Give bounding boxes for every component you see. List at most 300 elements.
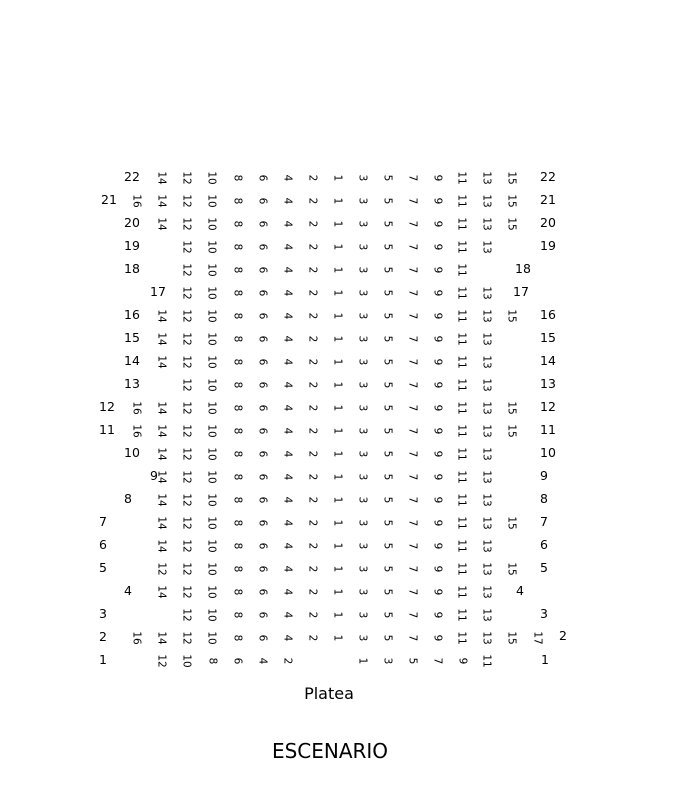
seat-13-2[interactable] (301, 376, 323, 394)
seat-9-3[interactable] (351, 468, 373, 486)
seat-20-3[interactable] (351, 215, 373, 233)
seat-18-2[interactable] (301, 261, 323, 279)
seat-16-15[interactable] (501, 307, 523, 325)
seat-5-4[interactable] (276, 560, 298, 578)
seat-9-8[interactable] (226, 468, 248, 486)
seat-11-11[interactable] (451, 422, 473, 440)
seat-5-10[interactable] (201, 560, 223, 578)
seat-16-7[interactable] (401, 307, 423, 325)
seat-11-14[interactable] (151, 422, 173, 440)
seat-20-14[interactable] (151, 215, 173, 233)
seat-22-1[interactable] (326, 169, 348, 187)
seat-22-9[interactable] (426, 169, 448, 187)
seat-21-16[interactable] (126, 192, 148, 210)
seat-5-2[interactable] (301, 560, 323, 578)
seat-6-3[interactable] (351, 537, 373, 555)
seat-2-1[interactable] (326, 629, 348, 647)
seat-16-14[interactable] (151, 307, 173, 325)
seat-21-13[interactable] (476, 192, 498, 210)
seat-14-12[interactable] (176, 353, 198, 371)
seat-21-5[interactable] (376, 192, 398, 210)
seat-12-12[interactable] (176, 399, 198, 417)
seat-9-11[interactable] (451, 468, 473, 486)
seat-11-8[interactable] (226, 422, 248, 440)
seat-1-1[interactable] (351, 652, 373, 670)
seat-1-3[interactable] (376, 652, 398, 670)
seat-5-15[interactable] (501, 560, 523, 578)
seat-17-13[interactable] (476, 284, 498, 302)
seat-7-15[interactable] (501, 514, 523, 532)
seat-10-1[interactable] (326, 445, 348, 463)
seat-12-9[interactable] (426, 399, 448, 417)
seat-7-11[interactable] (451, 514, 473, 532)
seat-11-9[interactable] (426, 422, 448, 440)
seat-7-5[interactable] (376, 514, 398, 532)
seat-3-10[interactable] (201, 606, 223, 624)
seat-10-7[interactable] (401, 445, 423, 463)
seat-19-9[interactable] (426, 238, 448, 256)
seat-8-4[interactable] (276, 491, 298, 509)
seat-10-3[interactable] (351, 445, 373, 463)
seat-13-3[interactable] (351, 376, 373, 394)
seat-5-8[interactable] (226, 560, 248, 578)
seat-10-4[interactable] (276, 445, 298, 463)
seat-9-13[interactable] (476, 468, 498, 486)
seat-18-6[interactable] (251, 261, 273, 279)
seat-7-9[interactable] (426, 514, 448, 532)
seat-15-14[interactable] (151, 330, 173, 348)
seat-3-11[interactable] (451, 606, 473, 624)
seat-22-15[interactable] (501, 169, 523, 187)
seat-4-2[interactable] (301, 583, 323, 601)
seat-18-12[interactable] (176, 261, 198, 279)
seat-20-7[interactable] (401, 215, 423, 233)
seat-17-6[interactable] (251, 284, 273, 302)
seat-16-2[interactable] (301, 307, 323, 325)
seat-9-6[interactable] (251, 468, 273, 486)
seat-7-1[interactable] (326, 514, 348, 532)
seat-3-5[interactable] (376, 606, 398, 624)
seat-18-8[interactable] (226, 261, 248, 279)
seat-7-3[interactable] (351, 514, 373, 532)
seat-2-10[interactable] (201, 629, 223, 647)
seat-12-7[interactable] (401, 399, 423, 417)
seat-7-8[interactable] (226, 514, 248, 532)
seat-19-6[interactable] (251, 238, 273, 256)
seat-16-6[interactable] (251, 307, 273, 325)
seat-20-12[interactable] (176, 215, 198, 233)
seat-20-9[interactable] (426, 215, 448, 233)
seat-6-4[interactable] (276, 537, 298, 555)
seat-15-13[interactable] (476, 330, 498, 348)
seat-13-11[interactable] (451, 376, 473, 394)
seat-18-7[interactable] (401, 261, 423, 279)
seat-8-3[interactable] (351, 491, 373, 509)
seat-13-4[interactable] (276, 376, 298, 394)
seat-1-8[interactable] (201, 652, 223, 670)
seat-2-6[interactable] (251, 629, 273, 647)
seat-21-1[interactable] (326, 192, 348, 210)
seat-3-13[interactable] (476, 606, 498, 624)
seat-6-12[interactable] (176, 537, 198, 555)
seat-10-6[interactable] (251, 445, 273, 463)
seat-15-11[interactable] (451, 330, 473, 348)
seat-20-2[interactable] (301, 215, 323, 233)
seat-4-4[interactable] (276, 583, 298, 601)
seat-8-12[interactable] (176, 491, 198, 509)
seat-11-5[interactable] (376, 422, 398, 440)
seat-21-14[interactable] (151, 192, 173, 210)
seat-10-11[interactable] (451, 445, 473, 463)
seat-2-16[interactable] (126, 629, 148, 647)
seat-8-13[interactable] (476, 491, 498, 509)
seat-12-11[interactable] (451, 399, 473, 417)
seat-14-13[interactable] (476, 353, 498, 371)
seat-8-14[interactable] (151, 491, 173, 509)
seat-3-8[interactable] (226, 606, 248, 624)
seat-17-8[interactable] (226, 284, 248, 302)
seat-10-13[interactable] (476, 445, 498, 463)
seat-4-1[interactable] (326, 583, 348, 601)
seat-20-6[interactable] (251, 215, 273, 233)
seat-20-5[interactable] (376, 215, 398, 233)
seat-16-8[interactable] (226, 307, 248, 325)
seat-6-10[interactable] (201, 537, 223, 555)
seat-16-5[interactable] (376, 307, 398, 325)
seat-18-4[interactable] (276, 261, 298, 279)
seat-19-1[interactable] (326, 238, 348, 256)
seat-3-9[interactable] (426, 606, 448, 624)
seat-21-12[interactable] (176, 192, 198, 210)
seat-10-12[interactable] (176, 445, 198, 463)
seat-11-15[interactable] (501, 422, 523, 440)
seat-18-9[interactable] (426, 261, 448, 279)
seat-8-1[interactable] (326, 491, 348, 509)
seat-21-3[interactable] (351, 192, 373, 210)
seat-2-9[interactable] (426, 629, 448, 647)
seat-5-13[interactable] (476, 560, 498, 578)
seat-5-7[interactable] (401, 560, 423, 578)
seat-2-11[interactable] (451, 629, 473, 647)
seat-10-5[interactable] (376, 445, 398, 463)
seat-22-12[interactable] (176, 169, 198, 187)
seat-8-5[interactable] (376, 491, 398, 509)
seat-2-17[interactable] (527, 629, 549, 647)
seat-14-1[interactable] (326, 353, 348, 371)
seat-19-3[interactable] (351, 238, 373, 256)
seat-22-5[interactable] (376, 169, 398, 187)
seat-9-1[interactable] (326, 468, 348, 486)
seat-10-14[interactable] (151, 445, 173, 463)
seat-6-14[interactable] (151, 537, 173, 555)
seat-5-11[interactable] (451, 560, 473, 578)
seat-11-12[interactable] (176, 422, 198, 440)
seat-2-15[interactable] (501, 629, 523, 647)
seat-13-7[interactable] (401, 376, 423, 394)
seat-7-14[interactable] (151, 514, 173, 532)
seat-3-2[interactable] (301, 606, 323, 624)
seat-14-10[interactable] (201, 353, 223, 371)
seat-6-1[interactable] (326, 537, 348, 555)
seat-4-13[interactable] (476, 583, 498, 601)
seat-20-8[interactable] (226, 215, 248, 233)
seat-17-3[interactable] (351, 284, 373, 302)
seat-2-3[interactable] (351, 629, 373, 647)
seat-6-7[interactable] (401, 537, 423, 555)
seat-18-1[interactable] (326, 261, 348, 279)
seat-1-5[interactable] (401, 652, 423, 670)
seat-22-2[interactable] (301, 169, 323, 187)
seat-4-9[interactable] (426, 583, 448, 601)
seat-5-5[interactable] (376, 560, 398, 578)
seat-9-2[interactable] (301, 468, 323, 486)
seat-21-10[interactable] (201, 192, 223, 210)
seat-17-9[interactable] (426, 284, 448, 302)
seat-17-12[interactable] (176, 284, 198, 302)
seat-7-12[interactable] (176, 514, 198, 532)
seat-14-6[interactable] (251, 353, 273, 371)
seat-11-16[interactable] (126, 422, 148, 440)
seat-4-8[interactable] (226, 583, 248, 601)
seat-1-11[interactable] (476, 652, 498, 670)
seat-7-4[interactable] (276, 514, 298, 532)
seat-22-3[interactable] (351, 169, 373, 187)
seat-15-12[interactable] (176, 330, 198, 348)
seat-14-7[interactable] (401, 353, 423, 371)
seat-7-7[interactable] (401, 514, 423, 532)
seat-18-5[interactable] (376, 261, 398, 279)
seat-10-2[interactable] (301, 445, 323, 463)
seat-1-10[interactable] (176, 652, 198, 670)
seat-4-11[interactable] (451, 583, 473, 601)
seat-6-13[interactable] (476, 537, 498, 555)
seat-22-8[interactable] (226, 169, 248, 187)
seat-13-9[interactable] (426, 376, 448, 394)
seat-13-5[interactable] (376, 376, 398, 394)
seat-18-10[interactable] (201, 261, 223, 279)
seat-19-8[interactable] (226, 238, 248, 256)
seat-7-13[interactable] (476, 514, 498, 532)
seat-16-1[interactable] (326, 307, 348, 325)
seat-14-11[interactable] (451, 353, 473, 371)
seat-15-7[interactable] (401, 330, 423, 348)
seat-3-3[interactable] (351, 606, 373, 624)
seat-15-6[interactable] (251, 330, 273, 348)
seat-5-3[interactable] (351, 560, 373, 578)
seat-4-6[interactable] (251, 583, 273, 601)
seat-11-3[interactable] (351, 422, 373, 440)
seat-2-14[interactable] (151, 629, 173, 647)
seat-4-14[interactable] (151, 583, 173, 601)
seat-14-3[interactable] (351, 353, 373, 371)
seat-16-13[interactable] (476, 307, 498, 325)
seat-16-3[interactable] (351, 307, 373, 325)
seat-6-5[interactable] (376, 537, 398, 555)
seat-17-11[interactable] (451, 284, 473, 302)
seat-15-9[interactable] (426, 330, 448, 348)
seat-8-7[interactable] (401, 491, 423, 509)
seat-1-9[interactable] (451, 652, 473, 670)
seat-11-10[interactable] (201, 422, 223, 440)
seat-5-9[interactable] (426, 560, 448, 578)
seat-5-1[interactable] (326, 560, 348, 578)
seat-9-14[interactable] (151, 468, 173, 486)
seat-15-1[interactable] (326, 330, 348, 348)
seat-3-12[interactable] (176, 606, 198, 624)
seat-20-4[interactable] (276, 215, 298, 233)
seat-14-9[interactable] (426, 353, 448, 371)
seat-12-8[interactable] (226, 399, 248, 417)
seat-13-10[interactable] (201, 376, 223, 394)
seat-6-9[interactable] (426, 537, 448, 555)
seat-3-4[interactable] (276, 606, 298, 624)
seat-19-13[interactable] (476, 238, 498, 256)
seat-2-5[interactable] (376, 629, 398, 647)
seat-9-5[interactable] (376, 468, 398, 486)
seat-20-13[interactable] (476, 215, 498, 233)
seat-8-10[interactable] (201, 491, 223, 509)
seat-2-8[interactable] (226, 629, 248, 647)
seat-14-4[interactable] (276, 353, 298, 371)
seat-14-14[interactable] (151, 353, 173, 371)
seat-2-7[interactable] (401, 629, 423, 647)
seat-6-6[interactable] (251, 537, 273, 555)
seat-7-6[interactable] (251, 514, 273, 532)
seat-4-10[interactable] (201, 583, 223, 601)
seat-21-15[interactable] (501, 192, 523, 210)
seat-16-9[interactable] (426, 307, 448, 325)
seat-8-11[interactable] (451, 491, 473, 509)
seat-12-1[interactable] (326, 399, 348, 417)
seat-12-4[interactable] (276, 399, 298, 417)
seat-20-11[interactable] (451, 215, 473, 233)
seat-8-2[interactable] (301, 491, 323, 509)
seat-22-10[interactable] (201, 169, 223, 187)
seat-12-15[interactable] (501, 399, 523, 417)
seat-13-1[interactable] (326, 376, 348, 394)
seat-8-6[interactable] (251, 491, 273, 509)
seat-15-5[interactable] (376, 330, 398, 348)
seat-8-9[interactable] (426, 491, 448, 509)
seat-11-2[interactable] (301, 422, 323, 440)
seat-4-7[interactable] (401, 583, 423, 601)
seat-4-12[interactable] (176, 583, 198, 601)
seat-10-10[interactable] (201, 445, 223, 463)
seat-19-10[interactable] (201, 238, 223, 256)
seat-3-1[interactable] (326, 606, 348, 624)
seat-5-6[interactable] (251, 560, 273, 578)
seat-20-15[interactable] (501, 215, 523, 233)
seat-14-2[interactable] (301, 353, 323, 371)
seat-19-11[interactable] (451, 238, 473, 256)
seat-21-11[interactable] (451, 192, 473, 210)
seat-12-14[interactable] (151, 399, 173, 417)
seat-9-10[interactable] (201, 468, 223, 486)
seat-4-5[interactable] (376, 583, 398, 601)
seat-21-9[interactable] (426, 192, 448, 210)
seat-12-5[interactable] (376, 399, 398, 417)
seat-20-1[interactable] (326, 215, 348, 233)
seat-15-3[interactable] (351, 330, 373, 348)
seat-13-8[interactable] (226, 376, 248, 394)
seat-9-9[interactable] (426, 468, 448, 486)
seat-21-8[interactable] (226, 192, 248, 210)
seat-16-12[interactable] (176, 307, 198, 325)
seat-15-2[interactable] (301, 330, 323, 348)
seat-9-7[interactable] (401, 468, 423, 486)
seat-21-4[interactable] (276, 192, 298, 210)
seat-14-5[interactable] (376, 353, 398, 371)
seat-17-2[interactable] (301, 284, 323, 302)
seat-10-9[interactable] (426, 445, 448, 463)
seat-3-7[interactable] (401, 606, 423, 624)
seat-21-2[interactable] (301, 192, 323, 210)
seat-13-12[interactable] (176, 376, 198, 394)
seat-5-12[interactable] (176, 560, 198, 578)
seat-21-7[interactable] (401, 192, 423, 210)
seat-12-10[interactable] (201, 399, 223, 417)
seat-17-4[interactable] (276, 284, 298, 302)
seat-19-12[interactable] (176, 238, 198, 256)
seat-11-6[interactable] (251, 422, 273, 440)
seat-9-12[interactable] (176, 468, 198, 486)
seat-15-10[interactable] (201, 330, 223, 348)
seat-2-2[interactable] (301, 629, 323, 647)
seat-22-6[interactable] (251, 169, 273, 187)
seat-17-5[interactable] (376, 284, 398, 302)
seat-1-4[interactable] (251, 652, 273, 670)
seat-13-6[interactable] (251, 376, 273, 394)
seat-18-11[interactable] (451, 261, 473, 279)
seat-16-11[interactable] (451, 307, 473, 325)
seat-11-13[interactable] (476, 422, 498, 440)
seat-7-10[interactable] (201, 514, 223, 532)
seat-6-11[interactable] (451, 537, 473, 555)
seat-16-10[interactable] (201, 307, 223, 325)
seat-11-4[interactable] (276, 422, 298, 440)
seat-4-3[interactable] (351, 583, 373, 601)
seat-6-2[interactable] (301, 537, 323, 555)
seat-22-4[interactable] (276, 169, 298, 187)
seat-19-2[interactable] (301, 238, 323, 256)
seat-19-7[interactable] (401, 238, 423, 256)
seat-22-11[interactable] (451, 169, 473, 187)
seat-18-3[interactable] (351, 261, 373, 279)
seat-22-7[interactable] (401, 169, 423, 187)
seat-2-13[interactable] (476, 629, 498, 647)
seat-1-12[interactable] (151, 652, 173, 670)
seat-17-10[interactable] (201, 284, 223, 302)
seat-12-16[interactable] (126, 399, 148, 417)
seat-12-3[interactable] (351, 399, 373, 417)
seat-14-8[interactable] (226, 353, 248, 371)
seat-6-8[interactable] (226, 537, 248, 555)
seat-12-13[interactable] (476, 399, 498, 417)
seat-1-7[interactable] (426, 652, 448, 670)
seat-15-8[interactable] (226, 330, 248, 348)
seat-20-10[interactable] (201, 215, 223, 233)
seat-17-7[interactable] (401, 284, 423, 302)
seat-1-2[interactable] (276, 652, 298, 670)
seat-19-5[interactable] (376, 238, 398, 256)
seat-19-4[interactable] (276, 238, 298, 256)
seat-12-6[interactable] (251, 399, 273, 417)
seat-16-4[interactable] (276, 307, 298, 325)
seat-17-1[interactable] (326, 284, 348, 302)
seat-1-6[interactable] (226, 652, 248, 670)
seat-13-13[interactable] (476, 376, 498, 394)
seat-10-8[interactable] (226, 445, 248, 463)
